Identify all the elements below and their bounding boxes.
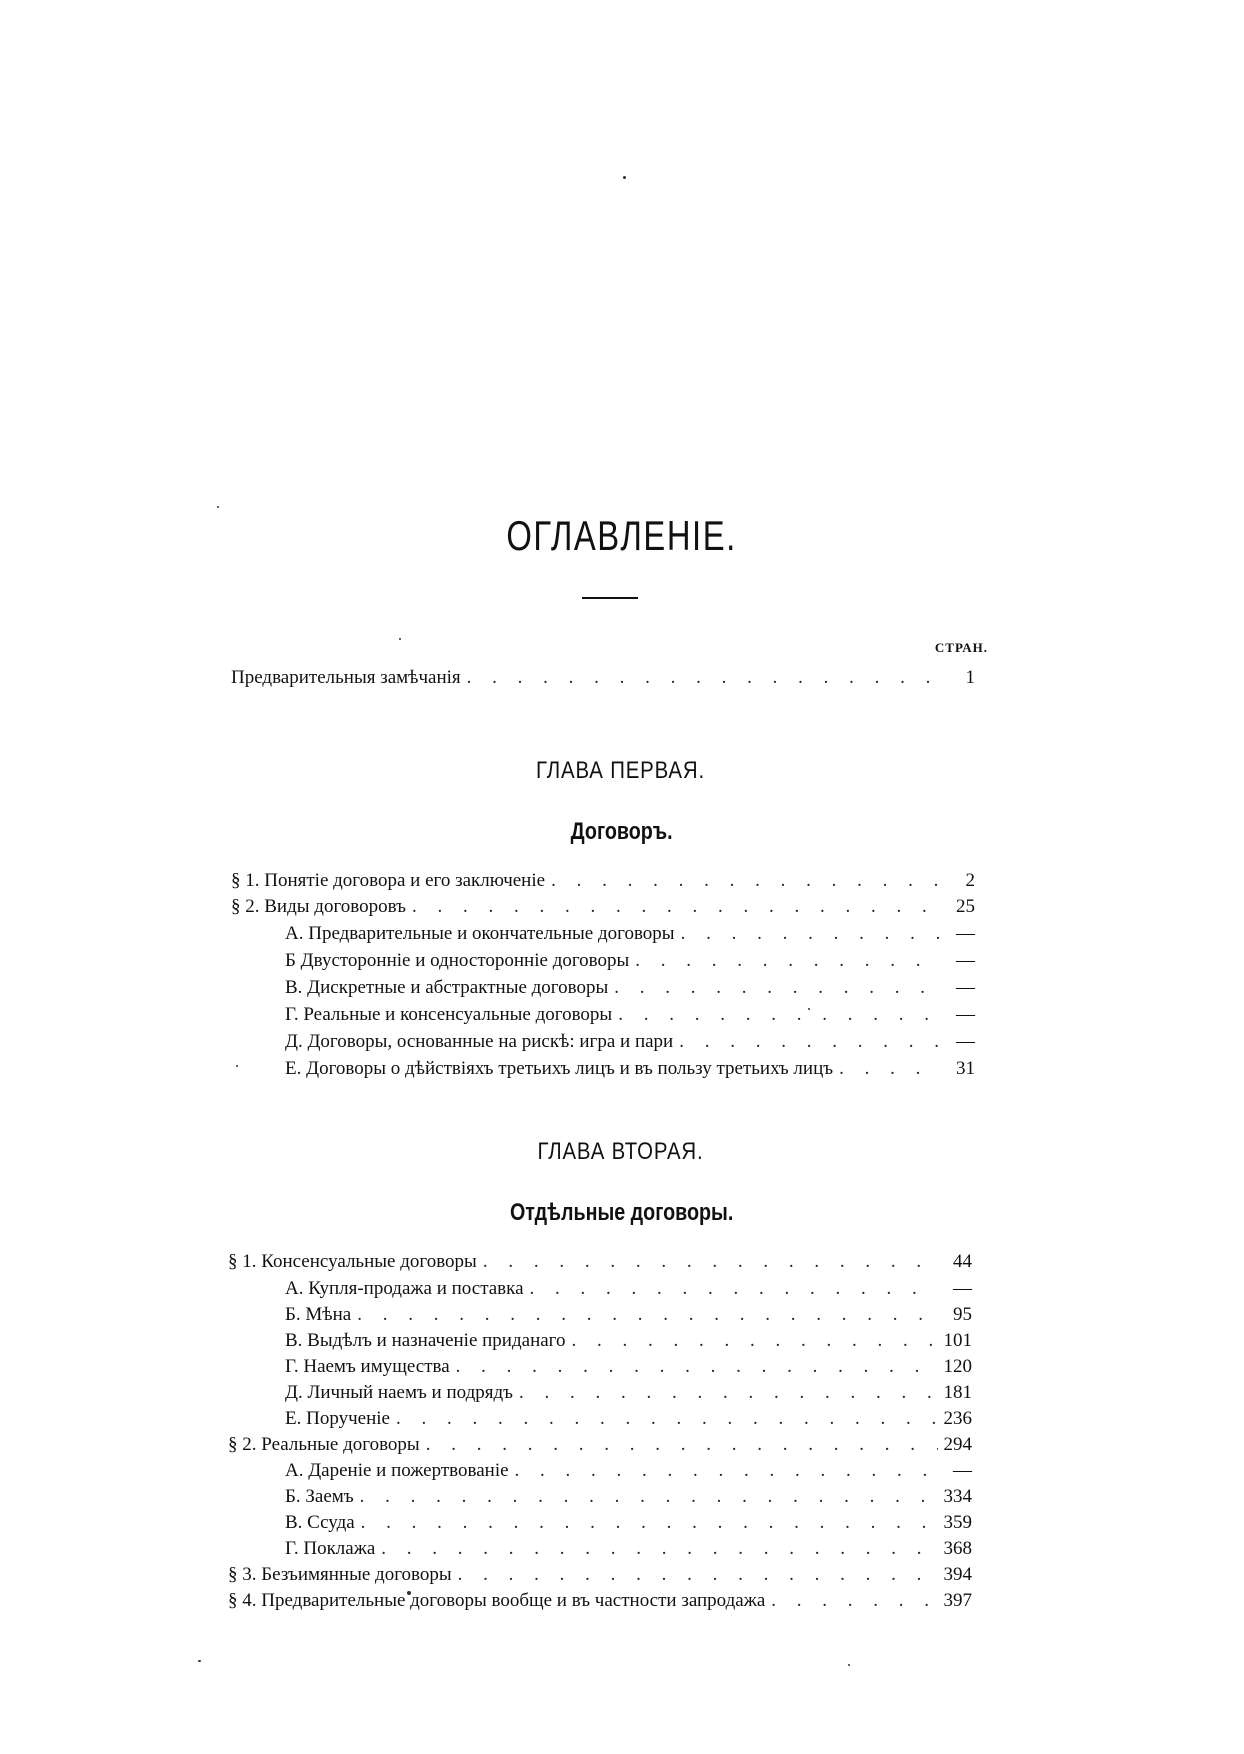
toc-entry-label: В. Ссуда	[285, 1512, 355, 1533]
title-rule	[582, 597, 638, 599]
toc-entry-label: § 1. Понятіе договора и его заключеніе	[231, 870, 546, 891]
toc-entry-label: Г. Реальные и консенсуальные договоры	[285, 1004, 613, 1025]
toc-entry-preface[interactable]	[231, 665, 975, 691]
toc-entry-label: § 3. Безъимянные договоры	[228, 1564, 452, 1585]
toc-entry-page: —	[956, 923, 975, 944]
scan-speck	[623, 176, 626, 179]
toc-entry-label: В. Дискретные и абстрактные договоры	[285, 977, 609, 998]
toc-entry-page: 359	[943, 1512, 972, 1533]
toc-entry-label: Е. Договоры о дѣйствіяхъ третьихъ лицъ и въ пользу третьихъ лицъ	[285, 1058, 834, 1079]
chapter-2-subtitle: Отдѣльные договоры.	[509, 1199, 734, 1226]
toc-entry-label: Б Двусторонніе и односторонніе договоры	[285, 950, 630, 971]
toc-entry-page: 1	[965, 667, 975, 688]
leader-dots	[483, 1249, 938, 1275]
toc-entry[interactable]	[285, 1029, 975, 1055]
toc-entry-page: 181	[943, 1382, 972, 1403]
toc-entry[interactable]	[285, 1354, 972, 1380]
toc-entry[interactable]	[228, 1432, 972, 1458]
toc-entry[interactable]	[285, 975, 975, 1001]
toc-entry-label: § 4. Предварительные договоры вообще и въ частности запродажа	[228, 1590, 766, 1611]
scan-speck	[399, 638, 401, 640]
chapter-1-heading: ГЛАВА ПЕРВАЯ.	[536, 757, 705, 784]
toc-entry-label: Д. Договоры, основанные на рискѣ: игра и пари	[285, 1031, 674, 1052]
toc-entry-page: —	[956, 1031, 975, 1052]
chapter-2-heading: ГЛАВА ВТОРАЯ.	[537, 1138, 704, 1165]
toc-entry[interactable]	[285, 1380, 972, 1406]
toc-entry-page: 394	[943, 1564, 972, 1585]
toc-entry-page: 44	[953, 1251, 972, 1272]
toc-entry-page: —	[956, 977, 975, 998]
toc-entry-label: § 2. Виды договоровъ	[231, 896, 406, 917]
leader-dots	[614, 975, 941, 1001]
toc-entry[interactable]	[285, 1302, 972, 1328]
leader-dots	[515, 1458, 938, 1484]
toc-entry[interactable]	[285, 1510, 972, 1536]
leader-dots	[572, 1328, 938, 1354]
toc-entry-page: 31	[956, 1058, 975, 1079]
leader-dots	[426, 1432, 938, 1458]
toc-entry-label: Б. Заемъ	[285, 1486, 354, 1507]
leader-dots	[357, 1302, 938, 1328]
toc-entry-page: —	[953, 1278, 972, 1299]
toc-entry[interactable]	[285, 1328, 972, 1354]
scan-speck	[236, 1065, 238, 1067]
leader-dots	[519, 1380, 938, 1406]
toc-entry-label: § 2. Реальные договоры	[228, 1434, 420, 1455]
page-column-label: СТРАН.	[934, 640, 988, 655]
leader-dots	[381, 1536, 937, 1562]
toc-entry-page: 397	[943, 1590, 972, 1611]
leader-dots	[530, 1276, 938, 1302]
scan-speck	[848, 1664, 850, 1666]
toc-entry-label: Д. Личный наемъ и подрядъ	[285, 1382, 513, 1403]
leader-dots	[396, 1406, 938, 1432]
toc-entry-page: —	[956, 950, 975, 971]
toc-entry[interactable]	[231, 894, 975, 920]
toc-entry-label: Б. Мѣна	[285, 1304, 352, 1325]
toc-entry-label: А. Предварительные и окончательные договоры	[285, 923, 675, 944]
chapter-1-subtitle: Договоръ.	[570, 818, 673, 845]
scan-speck	[217, 506, 219, 508]
toc-entry[interactable]	[285, 921, 975, 947]
toc-entry[interactable]	[285, 1056, 975, 1082]
toc-entry[interactable]	[285, 1002, 975, 1028]
toc-entry-page: 368	[943, 1538, 972, 1559]
toc-entry[interactable]	[231, 868, 975, 894]
toc-entry-label: В. Выдѣлъ и назначеніе приданаго	[285, 1330, 566, 1351]
leader-dots	[456, 1354, 938, 1380]
toc-entry[interactable]	[285, 1458, 972, 1484]
toc-entry[interactable]	[285, 1536, 972, 1562]
leader-dots	[361, 1510, 938, 1536]
toc-entry-page: 294	[943, 1434, 972, 1455]
leader-dots	[551, 868, 941, 894]
toc-entry-page: 101	[943, 1330, 972, 1351]
leader-dots	[839, 1056, 941, 1082]
leader-dots	[681, 921, 941, 947]
toc-entry-label: Г. Поклажа	[285, 1538, 376, 1559]
toc-entry[interactable]	[285, 948, 975, 974]
toc-entry-page: 236	[943, 1408, 972, 1429]
leader-dots	[771, 1588, 937, 1614]
toc-entry[interactable]	[228, 1249, 972, 1275]
toc-entry-page: 2	[965, 870, 975, 891]
toc-entry-page: 334	[943, 1486, 972, 1507]
toc-entry[interactable]	[228, 1562, 972, 1588]
toc-entry-page: 95	[953, 1304, 972, 1325]
toc-entry-page: —	[953, 1460, 972, 1481]
toc-entry-label: Предварительныя замѣчанія	[231, 667, 461, 688]
leader-dots	[635, 948, 941, 974]
toc-entry[interactable]	[285, 1276, 972, 1302]
toc-entry-page: 120	[943, 1356, 972, 1377]
leader-dots	[618, 1002, 941, 1028]
leader-dots	[458, 1562, 938, 1588]
toc-entry[interactable]	[285, 1484, 972, 1510]
toc-entry-label: А. Дареніе и пожертвованіе	[285, 1460, 509, 1481]
toc-entry-label: Е. Порученіе	[285, 1408, 390, 1429]
leader-dots	[412, 894, 941, 920]
page-title: ОГЛАВЛЕНІЕ.	[506, 512, 737, 559]
toc-entry-label: § 1. Консенсуальные договоры	[228, 1251, 477, 1272]
toc-entry[interactable]	[285, 1406, 972, 1432]
toc-entry-label: Г. Наемъ имущества	[285, 1356, 450, 1377]
toc-entry-page: —	[956, 1004, 975, 1025]
leader-dots	[679, 1029, 941, 1055]
leader-dots	[467, 665, 941, 691]
toc-entry-label: А. Купля-продажа и поставка	[285, 1278, 524, 1299]
toc-entry[interactable]	[228, 1588, 972, 1614]
leader-dots	[360, 1484, 938, 1510]
scan-speck	[198, 1660, 201, 1662]
toc-entry-page: 25	[956, 896, 975, 917]
